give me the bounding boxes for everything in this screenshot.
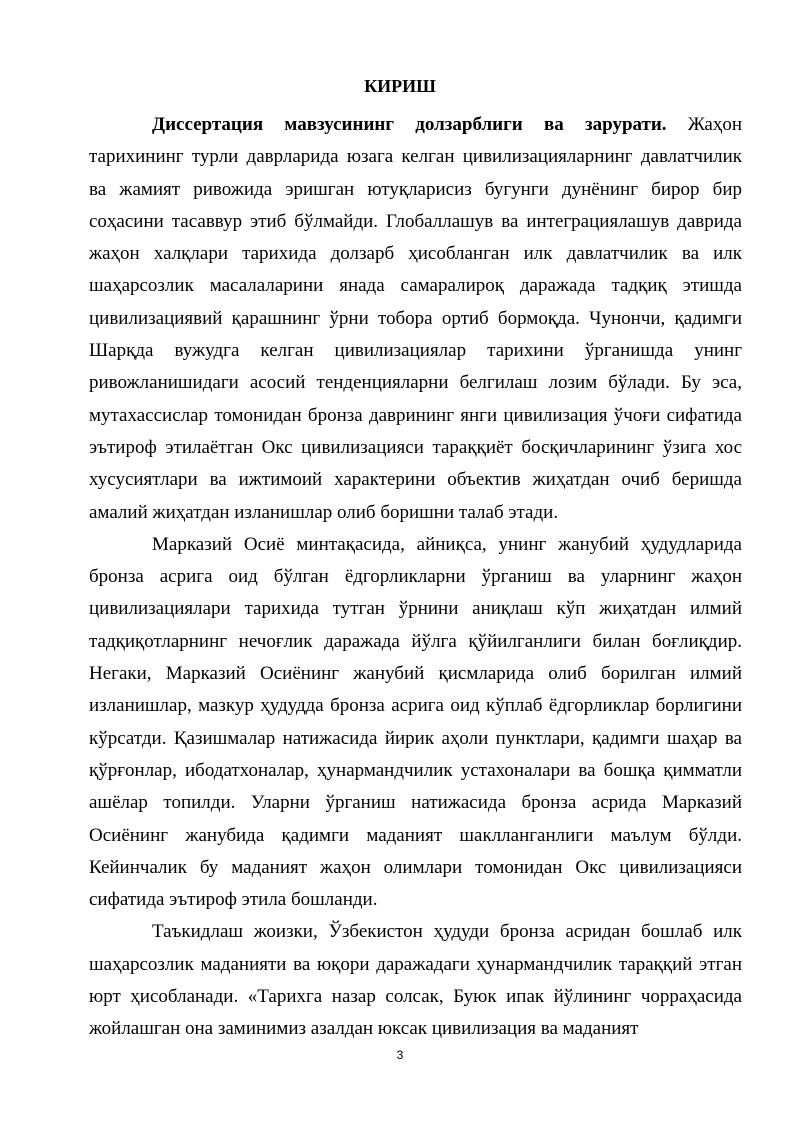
- paragraph-lead-subheading: Диссертация мавзусининг долзарблиги ва зарурати.: [152, 114, 667, 135]
- paragraph-text: Жаҳон тарихининг турли даврларида юзага келган цивилизацияларнинг давлатчилик ва жамият ривожида эришган ютуқларисиз бугунги дунёнинг бирор бир соҳасини тасаввур этиб бўлмайди. Глобаллашув ва интеграциялашув даврида жаҳон халқлари тарихида долзарб ҳисобланган илк давлатчилик ва илк шаҳарсозлик масалаларини янада самаралироқ даражада тадқиқ этишда цивилизациявий қарашнинг ўрни тобора ортиб бормоқда. Чунончи, қадимги Шарқда вужудга келган цивилизациялар тарихини ўрганишда унинг ривожланишидаги асосий тенденцияларни белгилаш лозим бўлади. Бу эса, мутахассислар томонидан бронза даврининг янги цивилизация ўчоғи сифатида эътироф этилаётган Окс цивилизацияси тараққиёт босқичларининг ўзига хос хусусиятлари ва ижтимоий характерини объектив жиҳатдан очиб беришда амалий жиҳатдан изланишлар олиб боришни талаб этади.: [89, 114, 742, 523]
- paragraph-text: Марказий Осиё минтақасида, айниқса, унинг жанубий ҳудудларида бронза асрига оид бўлган ёдгорликларни ўрганиш ва уларнинг жаҳон цивилизациялари тарихида тутган ўрнини аниқлаш кўп жиҳатдан илмий тадқиқотларнинг нечоғлик даражада йўлга қўйилганлиги билан боғлиқдир. Негаки, Марказий Осиёнинг жанубий қисмларида олиб борилган илмий изланишлар, мазкур ҳудудда бронза асрига оид кўплаб ёдгорликлар борлигини кўрсатди. Қазишмалар натижасида йирик аҳоли пунктлари, қадимги шаҳар ва қўрғонлар, ибодатхоналар, ҳунармандчилик устахоналари ва бошқа қимматли ашёлар топилди. Уларни ўрганиш натижасида бронза асрида Марказий Осиёнинг жанубида қадимги маданият шаклланганлиги маълум бўлди. Кейинчалик бу маданият жаҳон олимлари томонидан Окс цивилизацияси сифатида эътироф этила бошланди.: [89, 533, 742, 911]
- document-body: [89, 109, 742, 1046]
- section-heading: КИРИШ: [364, 76, 436, 96]
- paragraph-text: Таъкидлаш жоизки, Ўзбекистон ҳудуди бронза асридан бошлаб илк шаҳарсозлик маданияти ва юқори даражадаги ҳунармандчилик тараққий этган юрт ҳисобланади. «Тарихга назар солсак, Буюк ипак йўлининг чорраҳасида жойлашган она заминимиз азалдан юксак цивилизация ва маданият: [89, 921, 742, 1040]
- paragraph-central-asia: [89, 529, 742, 917]
- page-number: 3: [396, 1048, 404, 1062]
- paragraph-uzbekistan: [89, 916, 742, 1045]
- paragraph-relevance: [89, 109, 742, 529]
